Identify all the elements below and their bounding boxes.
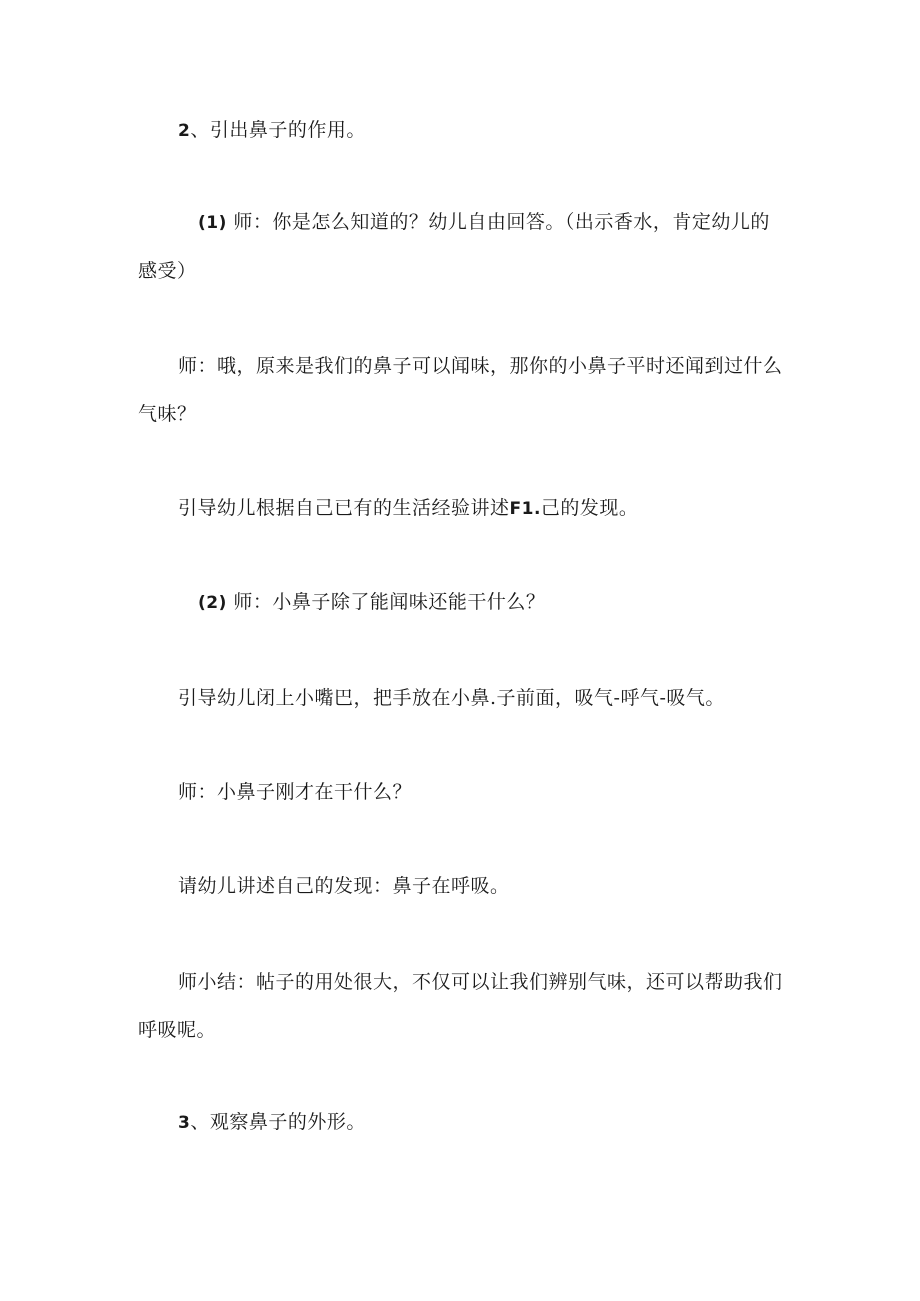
paragraph-teacher-ask bbox=[138, 768, 788, 816]
paragraph-text: 师小结：帖子的用处很大，不仅可以让我们辨别气味，还可以帮助我们呼吸呢。 bbox=[138, 971, 783, 1041]
paragraph-teacher-summary bbox=[138, 958, 788, 1054]
paragraph-text: 引导幼儿闭上小嘴巴，把手放在小鼻.子前面，吸气-呼气-吸气。 bbox=[178, 687, 725, 709]
section-heading-3 bbox=[138, 1098, 788, 1147]
paragraph-item-1 bbox=[138, 198, 788, 295]
section-number: 3 bbox=[178, 1113, 191, 1133]
paragraph-text: 师：小鼻子刚才在干什么？ bbox=[178, 781, 413, 803]
section-title: 、引出鼻子的作用。 bbox=[190, 119, 366, 141]
paragraph-item-2 bbox=[138, 578, 788, 627]
section-number: 2 bbox=[178, 121, 191, 141]
paragraph-text: 师：小鼻子除了能闻味还能干什么？ bbox=[226, 591, 546, 613]
paragraph-text: 师：你是怎么知道的？幼儿自由回答。（出示香水，肯定幼儿的感受） bbox=[138, 211, 770, 282]
paragraph-guide-describe bbox=[138, 484, 788, 533]
paragraph-breathing-activity bbox=[138, 674, 788, 722]
paragraph-text: 己的发现。 bbox=[540, 497, 639, 519]
paragraph-bold-text: F1. bbox=[509, 499, 541, 519]
paragraph-text: 引导幼儿根据自己已有的生活经验讲述 bbox=[178, 497, 510, 519]
item-number: (2) bbox=[198, 593, 227, 613]
paragraph-text: 师：哦，原来是我们的鼻子可以闻味，那你的小鼻子平时还闻到过什么气味？ bbox=[138, 355, 783, 425]
item-number: (1) bbox=[198, 213, 227, 233]
section-title: 、观察鼻子的外形。 bbox=[190, 1111, 366, 1133]
paragraph-text: 请幼儿讲述自己的发现：鼻子在呼吸。 bbox=[178, 875, 510, 897]
section-heading-2 bbox=[138, 106, 788, 155]
paragraph-teacher-question bbox=[138, 342, 788, 438]
paragraph-child-discovery bbox=[138, 862, 788, 910]
